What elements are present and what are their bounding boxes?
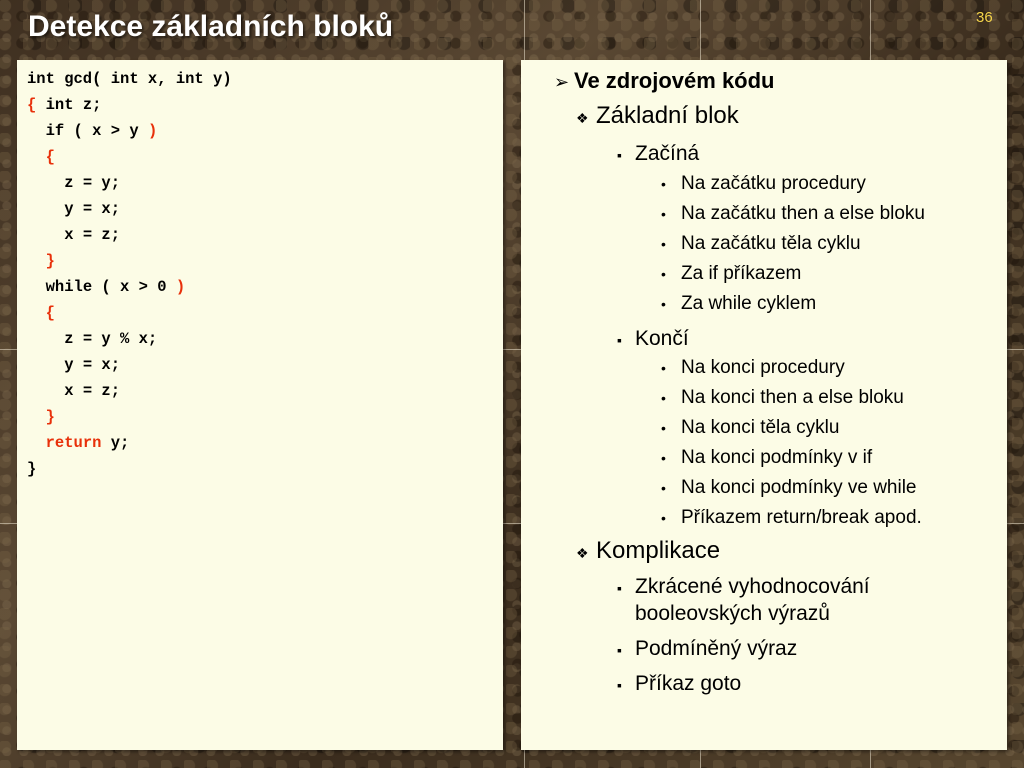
list-item-text: Na začátku procedury — [681, 173, 866, 194]
dot-bullet-icon: • — [661, 296, 666, 312]
code-token-keyword: { — [45, 148, 55, 166]
dot-bullet-icon: • — [661, 420, 666, 436]
code-indent — [27, 200, 64, 218]
list-item — [661, 507, 922, 529]
basic-block-text: Základní blok — [596, 102, 739, 129]
code-line — [27, 326, 232, 352]
code-indent — [27, 304, 46, 322]
code-token: int gcd( int x, int y) — [27, 70, 232, 88]
code-block — [27, 66, 232, 482]
list-item-text — [635, 573, 870, 627]
list-item — [661, 387, 904, 409]
code-token: z = y; — [64, 174, 121, 192]
code-line — [27, 404, 232, 430]
dot-bullet-icon: • — [661, 206, 666, 222]
outline-complications — [576, 537, 720, 565]
list-item-text: Příkaz goto — [635, 672, 742, 695]
list-item — [661, 203, 925, 225]
list-item-text: Na začátku then a else bloku — [681, 203, 925, 224]
code-token: x = z; — [64, 382, 121, 400]
code-line — [27, 222, 232, 248]
list-item-text: Na konci podmínky v if — [681, 447, 873, 468]
code-indent — [27, 434, 46, 452]
list-item-text: Na konci těla cyklu — [681, 417, 840, 438]
code-token-keyword: { — [27, 96, 37, 114]
code-token: y; — [101, 434, 130, 452]
code-token: y = x; — [64, 356, 121, 374]
diamond-bullet-icon: ❖ — [576, 545, 589, 561]
code-indent — [27, 122, 46, 140]
square-bullet-icon: ▪ — [617, 147, 622, 163]
code-line — [27, 430, 232, 456]
list-item-text: Na konci then a else bloku — [681, 387, 904, 408]
list-item — [661, 417, 839, 439]
code-line — [27, 352, 232, 378]
code-line — [27, 170, 232, 196]
code-token-keyword: } — [45, 408, 55, 426]
arrow-bullet-icon: ➢ — [554, 72, 570, 92]
code-indent — [27, 252, 46, 270]
code-token-keyword: { — [45, 304, 55, 322]
list-item-text-line: Zkrácené vyhodnocování — [635, 575, 870, 598]
code-line — [27, 66, 232, 92]
square-bullet-icon: ▪ — [617, 332, 622, 348]
square-bullet-icon: ▪ — [617, 580, 622, 596]
code-token-keyword: ) — [175, 278, 186, 296]
list-item — [617, 670, 741, 699]
code-line — [27, 274, 232, 300]
code-token: z = y % x; — [64, 330, 158, 348]
slide-number: 36 — [976, 9, 993, 26]
list-item — [661, 173, 866, 195]
list-item — [661, 447, 872, 469]
list-item-text: Na začátku těla cyklu — [681, 233, 861, 254]
dot-bullet-icon: • — [661, 450, 666, 466]
list-item — [661, 293, 816, 315]
code-line — [27, 196, 232, 222]
outline-basic-block — [576, 102, 739, 130]
code-token: x = z; — [64, 226, 121, 244]
complications-text: Komplikace — [596, 537, 721, 564]
code-indent — [27, 408, 46, 426]
code-line — [27, 456, 232, 482]
list-item — [661, 263, 801, 285]
code-line — [27, 92, 232, 118]
list-item — [661, 357, 845, 379]
dot-bullet-icon: • — [661, 360, 666, 376]
code-token-keyword: } — [45, 252, 55, 270]
dot-bullet-icon: • — [661, 480, 666, 496]
list-item-text: Za while cyklem — [681, 293, 817, 314]
code-indent — [27, 174, 64, 192]
code-indent — [27, 148, 46, 166]
list-item-text-line: booleovských výrazů — [635, 602, 830, 625]
list-item-text: Příkazem return/break apod. — [681, 507, 922, 528]
code-panel — [17, 60, 503, 750]
code-token: while ( x > 0 — [45, 278, 176, 296]
code-token: } — [27, 460, 37, 478]
diamond-bullet-icon: ❖ — [576, 110, 589, 126]
code-token-keyword: ) — [147, 122, 158, 140]
outline-panel — [521, 60, 1007, 750]
dot-bullet-icon: • — [661, 266, 666, 282]
ends-text: Končí — [635, 327, 689, 350]
begins-text: Začíná — [635, 142, 700, 165]
list-item-text: Za if příkazem — [681, 263, 802, 284]
list-item — [661, 477, 917, 499]
square-bullet-icon: ▪ — [617, 642, 622, 658]
dot-bullet-icon: • — [661, 510, 666, 526]
code-token: int z; — [36, 96, 102, 114]
dot-bullet-icon: • — [661, 176, 666, 192]
code-line — [27, 378, 232, 404]
code-indent — [27, 330, 64, 348]
slide-title: Detekce základních bloků — [28, 10, 394, 43]
list-item — [617, 635, 797, 664]
code-indent — [27, 382, 64, 400]
code-line — [27, 144, 232, 170]
outline-begins — [617, 140, 699, 169]
list-item-text: Na konci procedury — [681, 357, 845, 378]
code-line — [27, 118, 232, 144]
code-token: if ( x > y — [45, 122, 148, 140]
code-line — [27, 300, 232, 326]
outline-heading — [554, 68, 775, 94]
code-line — [27, 248, 232, 274]
code-indent — [27, 226, 64, 244]
code-indent — [27, 356, 64, 374]
list-item — [661, 233, 861, 255]
list-item-text: Podmíněný výraz — [635, 637, 798, 660]
square-bullet-icon: ▪ — [617, 677, 622, 693]
dot-bullet-icon: • — [661, 390, 666, 406]
list-item-text: Na konci podmínky ve while — [681, 477, 917, 498]
code-indent — [27, 278, 46, 296]
dot-bullet-icon: • — [661, 236, 666, 252]
outline-heading-text: Ve zdrojovém kódu — [574, 68, 775, 93]
code-token: y = x; — [64, 200, 121, 218]
list-item — [617, 573, 870, 627]
code-token-keyword: return — [45, 434, 102, 452]
outline-ends — [617, 325, 689, 354]
